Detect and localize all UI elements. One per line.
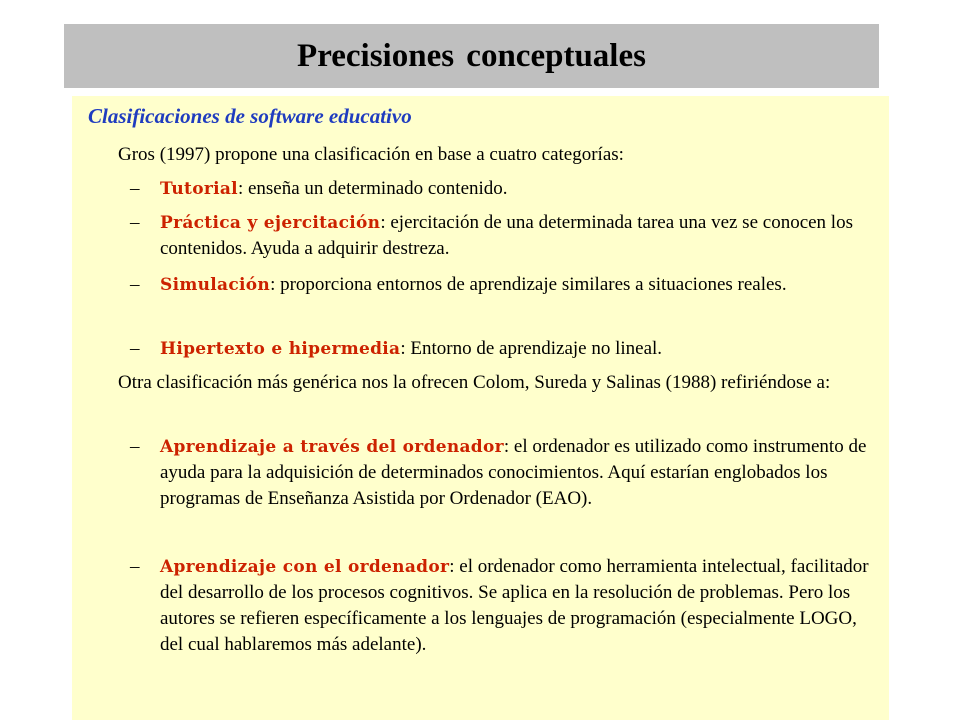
dash-bullet: – xyxy=(130,178,140,199)
term: Práctica y ejercitación xyxy=(160,213,381,233)
term: Hipertexto e hipermedia xyxy=(160,339,401,359)
term: Simulación xyxy=(160,275,271,295)
list-item: – Aprendizaje con el ordenador: el ordenador como herramienta intelectual, facilitador del desarrollo de los procesos cognitivos. Se aplica en la resolución de problemas. Pero los autores se refieren específicamente a los lenguajes de programación (especialmente LOGO, del cual hablaremos más adelante). xyxy=(130,556,869,655)
slide-title: Precisiones conceptuales xyxy=(297,37,646,74)
list-item: – Aprendizaje a través del ordenador: el ordenador es utilizado como instrumento de ayuda para la adquisición de determinados conocimientos. Aquí estarían englobados los programas de Enseñanza Asistida por Ordenador (EAO). xyxy=(130,436,867,509)
item-text: Entorno de aprendizaje no lineal. xyxy=(410,338,663,359)
intro-paragraph-2: Otra clasificación más genérica nos la ofrecen Colom, Sureda y Salinas (1988) refiriéndose a: xyxy=(118,372,831,393)
list-item: – Tutorial: enseña un determinado contenido. xyxy=(130,176,875,202)
item-text: ejercitación de una determinada tarea una vez se conocen los contenidos. Ayuda a adquirir destreza. xyxy=(160,212,853,259)
item-text: proporciona entornos de aprendizaje similares a situaciones reales. xyxy=(280,274,787,295)
term: Tutorial xyxy=(160,179,238,199)
dash-bullet: – xyxy=(130,436,140,457)
dash-bullet: – xyxy=(130,274,140,295)
list-item: – Simulación: proporciona entornos de aprendizaje similares a situaciones reales. xyxy=(130,272,875,298)
dash-bullet: – xyxy=(130,556,140,577)
item-text: el ordenador es utilizado como instrumento de ayuda para la adquisición de determinados conocimientos. Aquí estarían englobados los programas de Enseñanza Asistida por Ordenador (EAO). xyxy=(160,436,867,509)
content-panel xyxy=(72,96,889,720)
dash-bullet: – xyxy=(130,212,140,233)
term: Aprendizaje a través del ordenador xyxy=(160,437,504,457)
title-bar xyxy=(64,24,879,88)
list-item: – Práctica y ejercitación: ejercitación de una determinada tarea una vez se conocen los contenidos. Ayuda a adquirir destreza. xyxy=(130,212,853,259)
section-heading: Clasificaciones de software educativo xyxy=(88,104,412,128)
item-text: enseña un determinado contenido. xyxy=(247,178,508,199)
list-item: – Hipertexto e hipermedia: Entorno de aprendizaje no lineal. xyxy=(130,336,875,362)
term: Aprendizaje con el ordenador xyxy=(160,557,450,577)
intro-paragraph-1: Gros (1997) propone una clasificación en base a cuatro categorías: xyxy=(118,144,624,165)
dash-bullet: – xyxy=(130,338,140,359)
item-text: el ordenador como herramienta intelectual, facilitador del desarrollo de los procesos cognitivos. Se aplica en la resolución de problemas. Pero los autores se refieren específicamente a los lenguajes de programación (especialmente LOGO, del cual hablaremos más adelante). xyxy=(160,556,869,655)
